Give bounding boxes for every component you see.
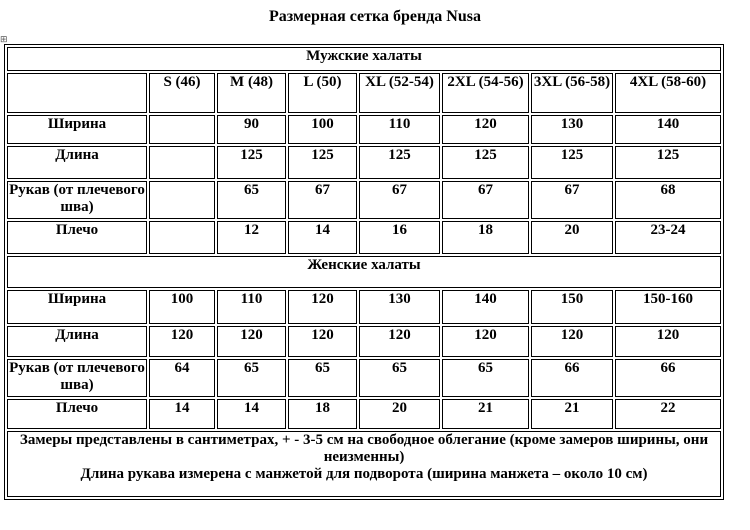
sleeve-note: Длина рукава измерена с манжетой для подворота (ширина манжета – около 10 см) — [80, 466, 648, 482]
table-cell: 120 — [288, 326, 357, 357]
column-header — [7, 73, 147, 113]
table-cell: 68 — [615, 181, 721, 219]
table-cell: 125 — [359, 146, 440, 179]
measurement-note: Замеры представлены в сантиметрах, + - 3-5 см на свободное облегание (кроме замеров ширины, они неизменны) — [19, 432, 709, 465]
table-cell: 100 — [149, 290, 215, 324]
table-move-handle-icon[interactable]: ⊞ — [0, 35, 8, 45]
notes-cell — [7, 431, 721, 497]
column-header: M (48) — [217, 73, 286, 113]
row-label: Ширина — [7, 290, 147, 324]
table-cell: 120 — [217, 326, 286, 357]
table-cell — [149, 181, 215, 219]
table-cell: 125 — [217, 146, 286, 179]
table-cell: 20 — [531, 221, 613, 254]
row-label: Плечо — [7, 399, 147, 429]
table-cell: 14 — [149, 399, 215, 429]
table-cell: 14 — [217, 399, 286, 429]
table-cell: 110 — [359, 115, 440, 144]
table-cell: 140 — [615, 115, 721, 144]
table-cell: 120 — [288, 290, 357, 324]
table-row — [7, 399, 721, 429]
table-row — [7, 146, 721, 179]
table-cell: 66 — [531, 359, 613, 397]
table-cell: 66 — [615, 359, 721, 397]
table-cell: 18 — [288, 399, 357, 429]
row-label: Рукав (от плечевого шва) — [7, 359, 147, 397]
row-label: Рукав (от плечевого шва) — [7, 181, 147, 219]
table-cell: 18 — [442, 221, 529, 254]
table-cell: 130 — [359, 290, 440, 324]
table-cell: 120 — [359, 326, 440, 357]
table-header-row — [7, 73, 721, 113]
table-cell: 65 — [288, 359, 357, 397]
row-label: Плечо — [7, 221, 147, 254]
table-cell: 110 — [217, 290, 286, 324]
column-header: S (46) — [149, 73, 215, 113]
table-cell: 120 — [442, 115, 529, 144]
table-cell: 21 — [442, 399, 529, 429]
size-chart-table — [4, 44, 724, 500]
table-row — [7, 221, 721, 254]
table-row — [7, 359, 721, 397]
column-header: 3XL (56-58) — [531, 73, 613, 113]
table-cell: 125 — [531, 146, 613, 179]
table-cell: 14 — [288, 221, 357, 254]
table-cell: 120 — [531, 326, 613, 357]
column-header: 2XL (54-56) — [442, 73, 529, 113]
table-cell: 90 — [217, 115, 286, 144]
table-cell: 125 — [288, 146, 357, 179]
table-cell: 65 — [359, 359, 440, 397]
row-label: Ширина — [7, 115, 147, 144]
table-cell: 100 — [288, 115, 357, 144]
table-cell: 150-160 — [615, 290, 721, 324]
column-header: L (50) — [288, 73, 357, 113]
row-label: Длина — [7, 326, 147, 357]
table-cell — [149, 146, 215, 179]
mens-section-heading: Мужские халаты — [7, 47, 721, 71]
table-cell: 67 — [288, 181, 357, 219]
table-cell: 67 — [359, 181, 440, 219]
table-cell: 65 — [217, 181, 286, 219]
table-cell — [149, 221, 215, 254]
table-cell: 21 — [531, 399, 613, 429]
table-cell: 64 — [149, 359, 215, 397]
table-row — [7, 290, 721, 324]
table-cell: 120 — [149, 326, 215, 357]
column-header: XL (52-54) — [359, 73, 440, 113]
table-cell: 12 — [217, 221, 286, 254]
table-cell: 22 — [615, 399, 721, 429]
table-cell — [149, 115, 215, 144]
table-cell: 125 — [442, 146, 529, 179]
table-cell: 125 — [615, 146, 721, 179]
table-row — [7, 326, 721, 357]
table-row — [7, 115, 721, 144]
page-title: Размерная сетка бренда Nusa — [269, 8, 481, 25]
womens-section-heading: Женские халаты — [7, 256, 721, 288]
table-cell: 150 — [531, 290, 613, 324]
table-cell: 120 — [442, 326, 529, 357]
table-cell: 20 — [359, 399, 440, 429]
table-cell: 67 — [531, 181, 613, 219]
row-label: Длина — [7, 146, 147, 179]
table-cell: 23-24 — [615, 221, 721, 254]
table-cell: 67 — [442, 181, 529, 219]
table-cell: 65 — [217, 359, 286, 397]
table-cell: 140 — [442, 290, 529, 324]
table-cell: 65 — [442, 359, 529, 397]
table-cell: 130 — [531, 115, 613, 144]
column-header: 4XL (58-60) — [615, 73, 721, 113]
table-cell: 16 — [359, 221, 440, 254]
table-cell: 120 — [615, 326, 721, 357]
table-row — [7, 181, 721, 219]
